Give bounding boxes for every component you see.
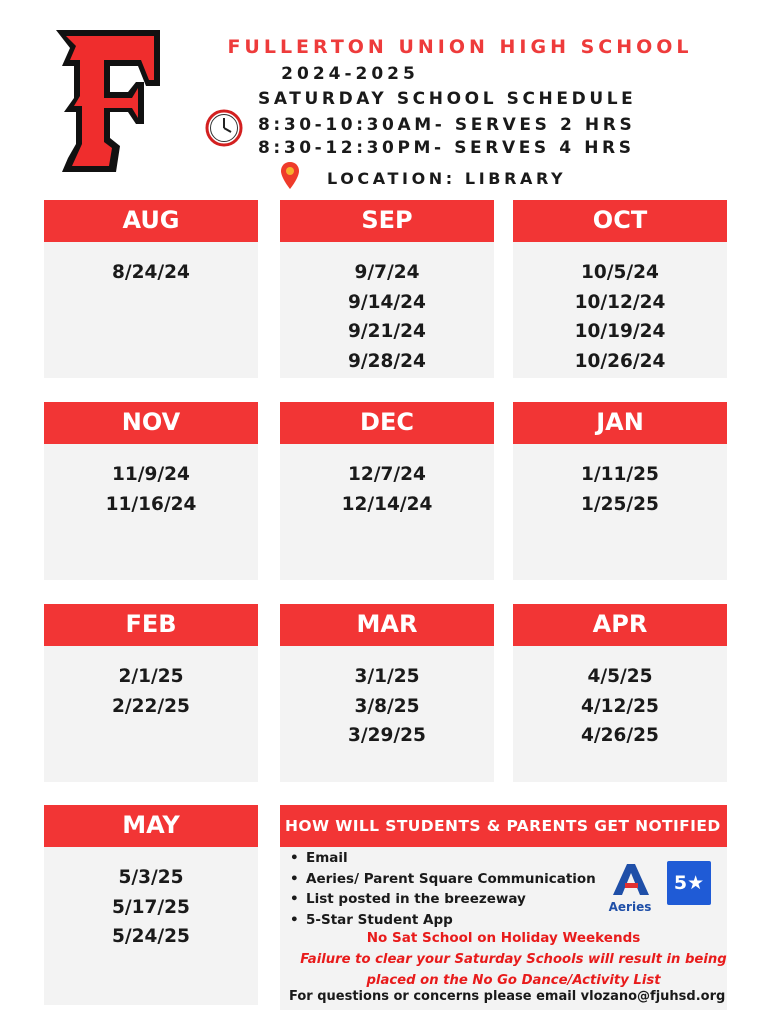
date: 4/12/25 [581,695,659,717]
month-card-sep [280,200,494,378]
month-dates [44,847,258,952]
month-header: JAN [513,402,727,444]
month-dates [280,646,494,751]
month-card-feb [44,604,258,782]
month-card-dec [280,402,494,580]
date: 12/14/24 [341,493,433,515]
month-header: SEP [280,200,494,242]
month-dates [280,444,494,519]
warning-note: Failure to clear your Saturday Schools will result in being placed on the No Go Dance/Activity List [300,952,727,988]
date: 5/3/25 [118,867,184,888]
date: 3/8/25 [354,695,420,717]
month-dates [44,646,258,721]
date: 9/14/24 [348,291,426,313]
month-header: FEB [44,604,258,646]
month-header: APR [513,604,727,646]
month-header: MAY [44,805,258,847]
date: 9/21/24 [348,321,426,343]
schedule-title: SATURDAY SCHOOL SCHEDULE [258,89,637,109]
date: 12/7/24 [348,464,426,485]
date: 11/9/24 [112,464,190,485]
contact-note: For questions or concerns please email vlozano@fjuhsd.org [289,989,726,1004]
date: 8/24/24 [112,262,190,283]
notification-title: HOW WILL STUDENTS & PARENTS GET NOTIFIED [280,805,727,847]
notification-panel [280,805,727,1010]
session-4hr: 8:30-12:30PM- SERVES 4 HRS [258,138,635,158]
list-item: • List posted in the breezeway [290,891,526,907]
month-card-oct [513,200,727,378]
month-card-jan [513,402,727,580]
month-dates [513,444,727,519]
school-name: FULLERTON UNION HIGH SCHOOL [227,36,693,58]
month-dates [44,242,258,288]
date: 10/12/24 [574,291,666,313]
month-dates [513,242,727,377]
month-card-apr [513,604,727,782]
month-header: DEC [280,402,494,444]
month-dates [44,444,258,519]
date: 10/5/24 [581,262,659,283]
school-f-logo [52,26,164,176]
month-header: AUG [44,200,258,242]
month-dates [280,242,494,377]
date: 4/26/25 [581,725,659,747]
list-item: • Email [290,850,348,866]
date: 2/22/25 [112,695,190,717]
date: 3/29/25 [348,725,426,747]
date: 5/17/25 [112,896,190,918]
month-header: MAR [280,604,494,646]
holiday-note: No Sat School on Holiday Weekends [366,930,641,946]
five-star-icon: 5★ [673,872,705,894]
aeries-logo [605,862,655,914]
clock-icon [205,109,243,147]
month-card-may [44,805,258,1005]
list-item: • 5-Star Student App [290,911,453,928]
date: 4/5/25 [587,666,653,687]
notification-list [290,848,596,930]
five-star-app-logo [667,861,711,905]
date: 3/1/25 [354,666,420,687]
month-card-aug [44,200,258,378]
school-year: 2024-2025 [281,64,419,84]
date: 10/26/24 [574,351,666,373]
month-dates [513,646,727,751]
location: LOCATION: LIBRARY [327,169,567,188]
date: 2/1/25 [118,666,184,687]
location-pin-icon [280,161,300,191]
month-card-mar [280,604,494,782]
date: 5/24/25 [112,926,190,948]
aeries-a-icon [605,862,655,896]
date: 9/7/24 [354,262,420,283]
date: 1/11/25 [581,464,659,485]
session-2hr: 8:30-10:30AM- SERVES 2 HRS [258,115,636,135]
date: 11/16/24 [105,493,197,515]
aeries-logo-text: Aeries [608,900,652,914]
list-item: • Aeries/ Parent Square Communication [290,870,596,887]
month-header: NOV [44,402,258,444]
date: 9/28/24 [348,351,426,373]
month-card-nov [44,402,258,580]
date: 1/25/25 [581,493,659,515]
date: 10/19/24 [574,321,666,343]
month-header: OCT [513,200,727,242]
